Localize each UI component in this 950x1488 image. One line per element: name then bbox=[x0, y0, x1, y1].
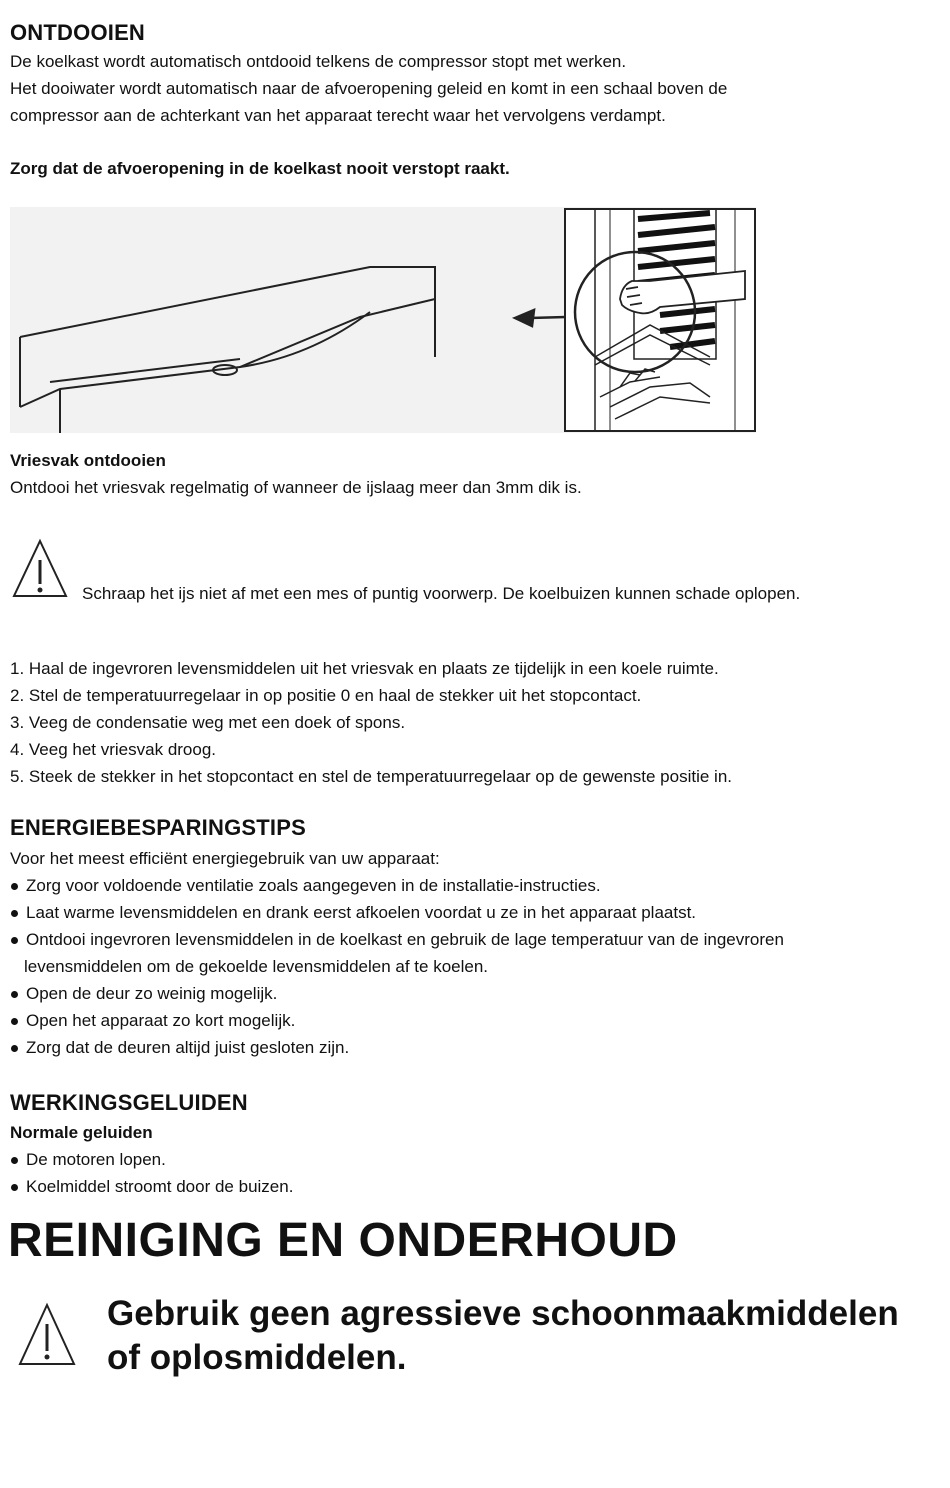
list-item: Laat warme levensmiddelen en drank eerst afkoelen voordat u ze in het apparaat plaatst. bbox=[10, 899, 784, 926]
bullet-icon bbox=[11, 1184, 18, 1191]
freezer-warning-text: Schraap het ijs niet af met een mes of puntig voorwerp. De koelbuizen kunnen schade oplopen. bbox=[82, 584, 801, 603]
list-item: 5. Steek de stekker in het stopcontact en stel de temperatuurregelaar op de gewenste positie in. bbox=[10, 767, 732, 786]
list-item: 1. Haal de ingevroren levensmiddelen uit het vriesvak en plaats ze tijdelijk in een koele ruimte. bbox=[10, 659, 719, 678]
bullet-icon bbox=[11, 910, 18, 917]
bullet-icon bbox=[11, 1018, 18, 1025]
section-title-noise: WERKINGSGELUIDEN bbox=[10, 1090, 248, 1115]
list-item: De motoren lopen. bbox=[10, 1146, 293, 1173]
list-item: Open de deur zo weinig mogelijk. bbox=[10, 980, 784, 1007]
list-item: 3. Veeg de condensatie weg met een doek of spons. bbox=[10, 713, 406, 732]
cleaning-warning bbox=[107, 1292, 899, 1380]
defrost-line: compressor aan de achterkant van het apparaat terecht waar het vervolgens verdampt. bbox=[10, 106, 666, 125]
warning-triangle-icon bbox=[12, 538, 68, 600]
bullet-icon bbox=[11, 883, 18, 890]
list-item: 2. Stel de temperatuurregelaar in op positie 0 en haal de stekker uit het stopcontact. bbox=[10, 686, 642, 705]
freezer-subtitle: Vriesvak ontdooien bbox=[10, 451, 166, 470]
bullet-icon bbox=[11, 991, 18, 998]
warning-triangle-icon bbox=[18, 1302, 76, 1368]
bullet-icon bbox=[11, 1045, 18, 1052]
defrost-line: De koelkast wordt automatisch ontdooid telkens de compressor stopt met werken. bbox=[10, 52, 627, 71]
defrost-paragraph bbox=[10, 48, 727, 129]
list-item: Open het apparaat zo kort mogelijk. bbox=[10, 1007, 784, 1034]
section-title-defrost: ONTDOOIEN bbox=[10, 20, 146, 45]
noise-subtitle: Normale geluiden bbox=[10, 1123, 153, 1142]
cleaning-warning-line: of oplosmiddelen. bbox=[107, 1338, 407, 1377]
noise-content bbox=[10, 1119, 293, 1200]
drain-channel-illustration bbox=[10, 207, 756, 433]
freezer-steps bbox=[10, 655, 732, 790]
bullet-icon bbox=[11, 1157, 18, 1164]
list-item-continuation: levensmiddelen om de gekoelde levensmiddelen af te koelen. bbox=[24, 957, 489, 976]
energy-content bbox=[10, 845, 784, 1061]
list-item: Koelmiddel stroomt door de buizen. bbox=[10, 1173, 293, 1200]
energy-intro: Voor het meest efficiënt energiegebruik van uw apparaat: bbox=[10, 849, 440, 868]
list-item: 4. Veeg het vriesvak droog. bbox=[10, 740, 217, 759]
cleaning-warning-line: Gebruik geen agressieve schoonmaakmiddelen bbox=[107, 1294, 899, 1333]
bullet-icon bbox=[11, 937, 18, 944]
defrost-line: Het dooiwater wordt automatisch naar de afvoeropening geleid en komt in een schaal boven de bbox=[10, 79, 728, 98]
list-item: Zorg dat de deuren altijd juist gesloten zijn. bbox=[10, 1034, 784, 1061]
list-item: Zorg voor voldoende ventilatie zoals aangegeven in de installatie-instructies. bbox=[10, 872, 784, 899]
freezer-intro: Ontdooi het vriesvak regelmatig of wanneer de ijslaag meer dan 3mm dik is. bbox=[10, 478, 582, 497]
defrost-warning: Zorg dat de afvoeropening in de koelkast nooit verstopt raakt. bbox=[10, 159, 510, 178]
list-item: Ontdooi ingevroren levensmiddelen in de koelkast en gebruik de lage temperatuur van de ingevroren bbox=[10, 926, 784, 953]
section-title-energy: ENERGIEBESPARINGSTIPS bbox=[10, 815, 306, 840]
section-title-cleaning: REINIGING EN ONDERHOUD bbox=[8, 1214, 678, 1267]
